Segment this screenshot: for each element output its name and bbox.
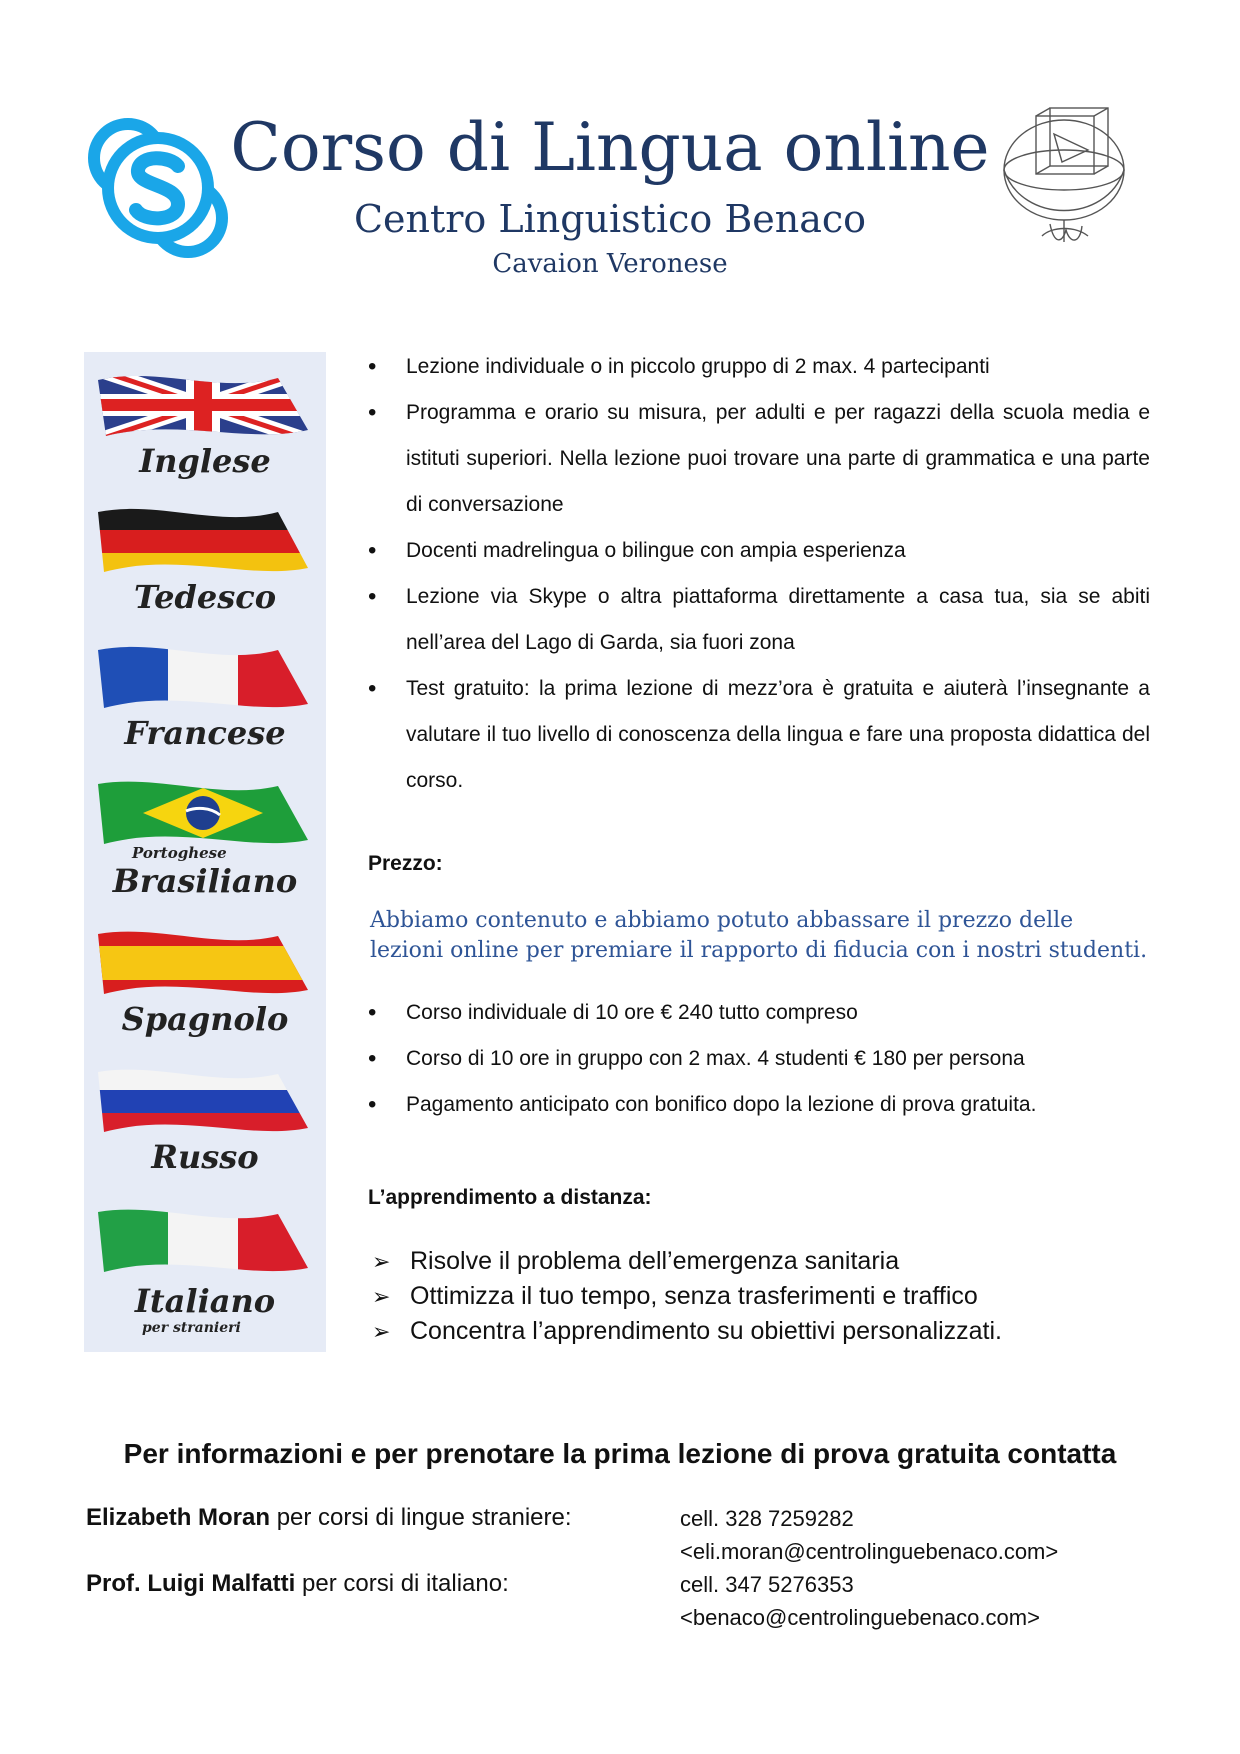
contact-email[interactable]: <benaco@centrolinguebenaco.com>: [680, 1605, 1040, 1630]
feature-item: • Programma e orario su misura, per adulti e per ragazzi della scuola media e istituti superiori. Nella lezione puoi trovare una parte di grammatica e una parte di conversazione: [360, 390, 1150, 528]
page-title: Corso di Lingua online: [230, 109, 990, 186]
price-intro: Abbiamo contenuto e abbiamo potuto abbassare il prezzo delle lezioni online per premiare il rapporto di fiducia con i nostri studenti.: [370, 908, 1148, 963]
distance-list: [372, 1244, 1172, 1349]
language-name: Russo: [151, 1138, 259, 1176]
contact-role: per corsi di italiano:: [302, 1570, 509, 1597]
arrow-icon: ➢: [372, 1249, 391, 1274]
france-flag-icon: [98, 642, 308, 712]
features-section: [360, 344, 1150, 804]
price-section: [360, 990, 1160, 1128]
page-subtitle: Centro Linguistico Benaco: [353, 197, 867, 241]
price-list: [360, 990, 1160, 1128]
language-name: Francese: [124, 714, 286, 752]
brazil-flag-icon: [98, 778, 308, 848]
features-list: [360, 344, 1150, 804]
contact-person: [86, 1570, 509, 1598]
price-heading: Prezzo:: [368, 852, 443, 875]
spain-flag-icon: [98, 928, 308, 998]
contact-phone[interactable]: cell. 347 5276353: [680, 1572, 854, 1597]
header: [230, 108, 990, 282]
skype-icon: [86, 118, 230, 258]
distance-item-text: Concentra l’apprendimento su obiettivi personalizzati.: [410, 1317, 1002, 1345]
contact-details: [680, 1502, 1058, 1568]
price-item: • Pagamento anticipato con bonifico dopo la lezione di prova gratuita.: [360, 1082, 1160, 1128]
price-item: • Corso individuale di 10 ore € 240 tutto compreso: [360, 990, 1160, 1036]
language-item-inglese: [84, 362, 326, 502]
feature-item: • Docenti madrelingua o bilingue con ampia esperienza: [360, 528, 1150, 574]
distance-item-text: Ottimizza il tuo tempo, senza trasferimenti e traffico: [410, 1282, 978, 1310]
distance-item: [372, 1314, 1172, 1349]
feature-item: • Test gratuito: la prima lezione di mezz’ora è gratuita e aiuterà l’insegnante a valutare il tuo livello di conoscenza della lingua e fare una proposta didattica del corso.: [360, 666, 1150, 804]
arrow-icon: ➢: [372, 1284, 391, 1309]
language-name: Spagnolo: [121, 1000, 289, 1038]
armillary-sphere-icon: [992, 104, 1142, 250]
language-name: Inglese: [139, 442, 271, 480]
russia-flag-icon: [98, 1066, 308, 1136]
language-name: Brasiliano: [112, 862, 298, 900]
contact-phone[interactable]: cell. 328 7259282: [680, 1506, 854, 1531]
language-item-russo: [84, 1058, 326, 1198]
uk-flag-icon: [98, 370, 308, 440]
distance-item: [372, 1244, 1172, 1279]
germany-flag-icon: [98, 506, 308, 576]
distance-item: [372, 1279, 1172, 1314]
language-item-francese: [84, 634, 326, 774]
feature-item: • Lezione individuale o in piccolo gruppo di 2 max. 4 partecipanti: [360, 344, 1150, 390]
contact-details: [680, 1568, 1040, 1634]
language-item-italiano: [84, 1198, 326, 1338]
language-item-brasiliano: [84, 770, 326, 910]
location-label: Cavaion Veronese: [492, 249, 728, 279]
contact-person: [86, 1504, 572, 1532]
contact-email[interactable]: <eli.moran@centrolinguebenaco.com>: [680, 1539, 1059, 1564]
language-suffix: per stranieri: [142, 1320, 241, 1336]
italy-flag-icon: [98, 1206, 308, 1276]
distance-item-text: Risolve il problema dell’emergenza sanitaria: [410, 1247, 900, 1275]
language-prefix: Portoghese: [132, 844, 227, 862]
price-item: • Corso di 10 ore in gruppo con 2 max. 4 studenti € 180 per persona: [360, 1036, 1160, 1082]
contact-heading: Per informazioni e per prenotare la prima lezione di prova gratuita contatta: [123, 1438, 1117, 1469]
language-name: Italiano: [134, 1282, 276, 1320]
feature-item: • Lezione via Skype o altra piattaforma direttamente a casa tua, sia se abiti nell’area del Lago di Garda, sia fuori zona: [360, 574, 1150, 666]
contact-role: per corsi di lingue straniere:: [276, 1504, 572, 1531]
language-name: Tedesco: [133, 578, 277, 616]
contact-name: Prof. Luigi Malfatti: [86, 1570, 296, 1597]
arrow-icon: ➢: [372, 1319, 391, 1344]
contact-name: Elizabeth Moran: [86, 1504, 271, 1531]
language-item-tedesco: [84, 498, 326, 638]
distance-heading: L’apprendimento a distanza:: [368, 1186, 652, 1209]
language-flags-panel: [84, 352, 326, 1352]
language-item-spagnolo: [84, 920, 326, 1060]
